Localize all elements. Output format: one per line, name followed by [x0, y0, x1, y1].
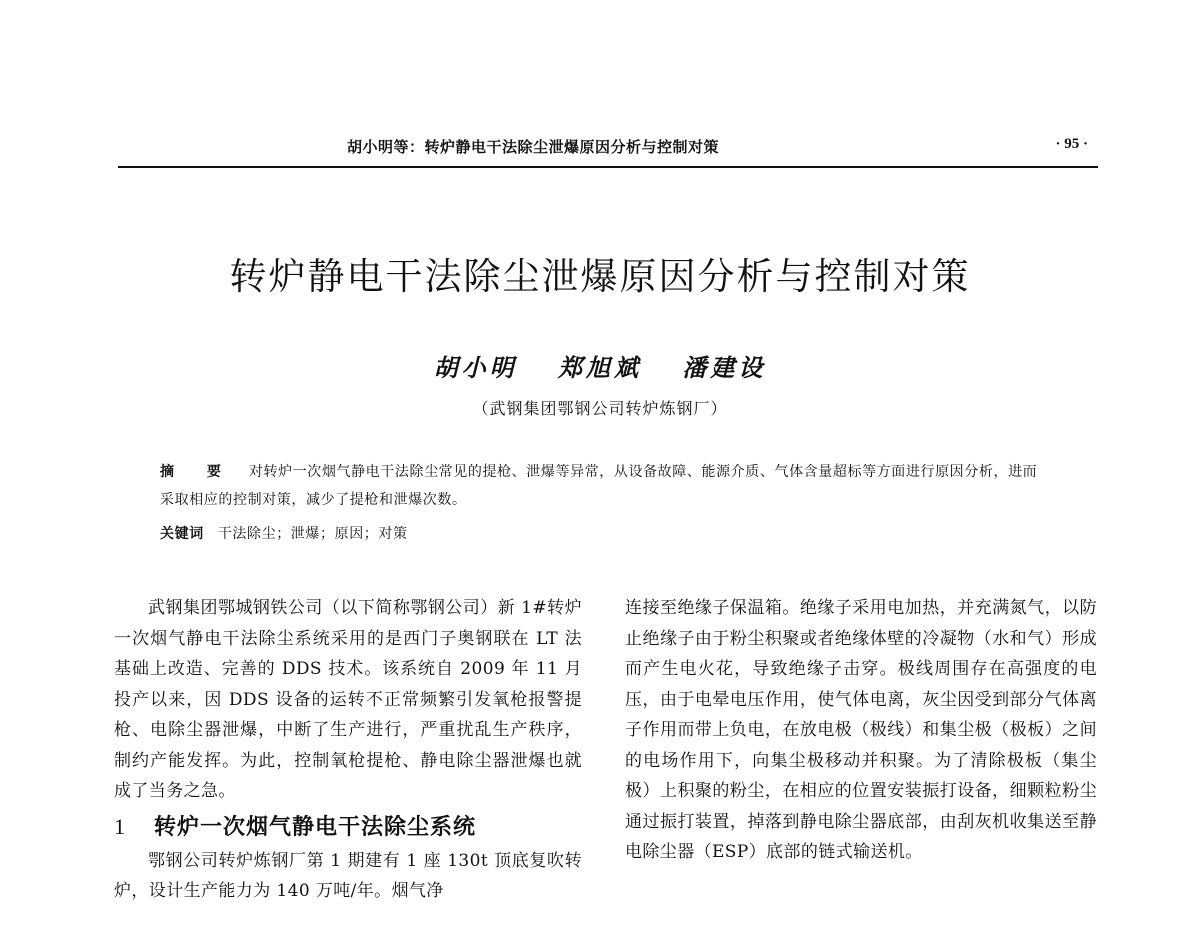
author-list — [0, 348, 1200, 383]
section-paragraph: 鄂钢公司转炉炼钢厂第 1 期建有 1 座 130t 顶底复吹转炉，设计生产能力为 140 万吨/年。烟气净 — [114, 850, 582, 901]
running-title: 胡小明等：转炉静电干法除尘泄爆原因分析与控制对策 — [346, 138, 719, 156]
header-rule — [118, 166, 1098, 168]
author-name: 潘建设 — [682, 353, 767, 382]
running-header — [118, 132, 1098, 164]
affiliation: （武钢集团鄂钢公司转炉炼钢厂） — [472, 399, 728, 418]
intro-paragraph: 武钢集团鄂城钢铁公司（以下简称鄂钢公司）新 1#转炉一次烟气静电干法除尘系统采用的是西门子奥钢联在 LT 法基础上改造、完善的 DDS 技术。该系统自 2009 年 11 月投产以来，因 DDS 设备的运转不正常频繁引发氧枪报警提枪、电除尘器泄爆，中断了生产进行，严重扰乱生产秩序，制约产能发挥。为此，控制氧枪提枪、静电除尘器泄爆也就成了当务之急。 — [114, 598, 582, 801]
keywords-text: 干法除尘；泄爆；原因；对策 — [217, 526, 408, 542]
keywords — [160, 520, 1050, 548]
section-number: 1 — [114, 813, 126, 839]
page-number: · 95 · — [1055, 136, 1088, 152]
author-name: 郑旭斌 — [558, 353, 642, 382]
abstract-label: 摘 要 — [160, 464, 235, 480]
author-name: 胡小明 — [433, 353, 518, 382]
abstract-text: 对转炉一次烟气静电干法除尘常见的提枪、泄爆等异常，从设备故障、能源介质、气体含量超标等方面进行原因分析，进而采取相应的控制对策，减少了提枪和泄爆次数。 — [160, 464, 1038, 508]
left-column — [114, 593, 582, 907]
section-heading — [114, 809, 582, 846]
article-title: 转炉静电干法除尘泄爆原因分析与控制对策 — [229, 255, 971, 298]
abstract — [160, 458, 1050, 514]
right-column — [625, 593, 1097, 868]
continued-paragraph: 连接至绝缘子保温箱。绝缘子采用电加热，并充满氮气，以防止绝缘子由于粉尘积聚或者绝缘体壁的冷凝物（水和气）形成而产生电火花，导致绝缘子击穿。极线周围存在高强度的电压，由于电晕电压作用，使气体电离，灰尘因受到部分气体离子作用而带上负电，在放电极（极线）和集尘极（极板）之间的电场作用下，向集尘极移动并积聚。为了清除极板（集尘极）上积聚的粉尘，在相应的位置安装振打设备，细颗粒粉尘通过振打装置，掉落到静电除尘器底部，由刮灰机收集送至静电除尘器（ESP）底部的链式输送机。 — [625, 598, 1097, 862]
section-title: 转炉一次烟气静电干法除尘系统 — [154, 814, 477, 840]
keywords-label: 关键词 — [160, 526, 204, 542]
